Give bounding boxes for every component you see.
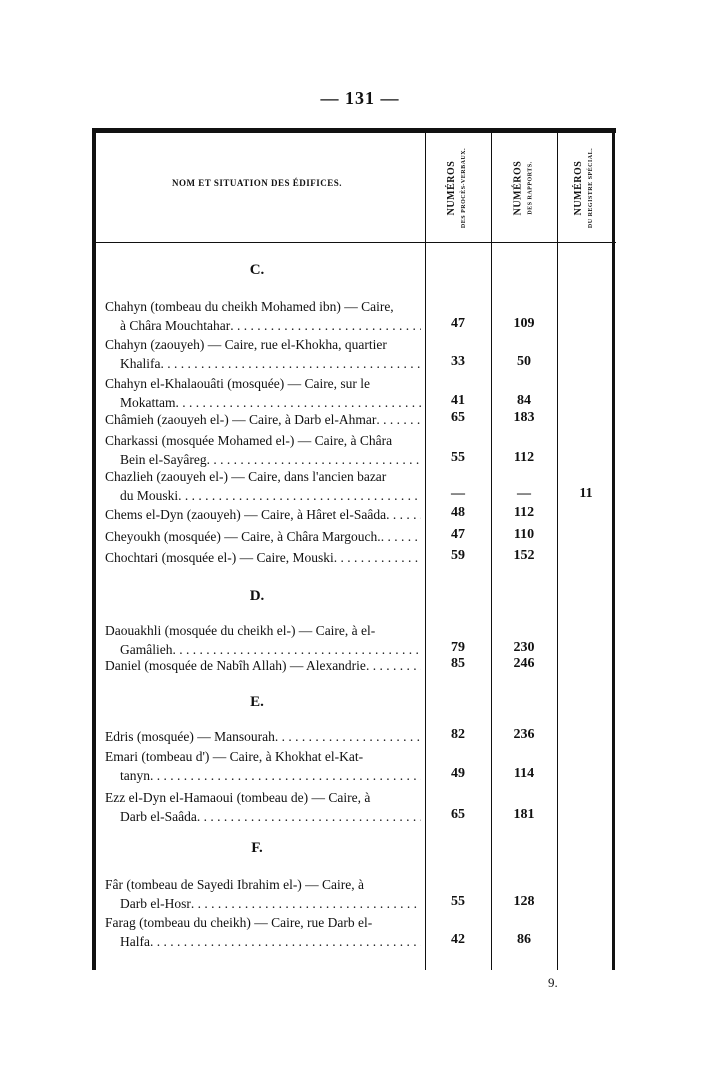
entry-text: Darb el-Hosr	[120, 896, 191, 911]
section-letter: F.	[251, 840, 263, 856]
entry-text: Khalifa	[120, 356, 161, 371]
entry-text: Fâr (tombeau de Sayedi Ibrahim el-) — Caire, à	[105, 877, 365, 892]
dot-leader	[366, 656, 421, 675]
header-rule	[92, 242, 616, 243]
table-row	[105, 548, 421, 567]
entry-text: Charkassi (mosquée Mohamed el-) — Caire, à Châra	[105, 433, 393, 448]
rapport-number: —	[517, 486, 531, 501]
entry-text: Halfa	[120, 934, 150, 949]
rapport-number: 183	[513, 410, 535, 425]
table-row	[105, 788, 421, 826]
table-row	[105, 505, 421, 524]
proces-verbal-number: 79	[451, 640, 465, 655]
rapport-number: 112	[513, 505, 535, 520]
header-proces-verbaux	[426, 133, 491, 242]
proces-verbal-number: 85	[451, 656, 465, 671]
entry-text: Chazlieh (zaouyeh el-) — Caire, dans l'ancien bazar	[105, 469, 387, 484]
proces-verbal-number: 65	[451, 807, 465, 822]
rapport-number: 152	[513, 548, 535, 563]
entry-line	[105, 656, 421, 675]
signature-mark: 9.	[548, 975, 558, 990]
table-row	[105, 621, 421, 659]
entry-text: Ezz el-Dyn el-Hamaoui (tombeau de) — Caire, à	[105, 790, 371, 805]
table-row	[105, 297, 421, 335]
proces-verbal-number: 42	[451, 932, 465, 947]
entry-line	[105, 486, 421, 505]
entry-line	[105, 548, 421, 567]
entry-line	[105, 467, 421, 486]
table-row	[105, 913, 421, 951]
rapport-number: 230	[513, 640, 535, 655]
column-divider-2	[491, 128, 492, 970]
table-row	[105, 747, 421, 785]
rapport-number: 50	[517, 354, 531, 369]
rapport-number: 110	[513, 527, 535, 542]
rapport-number: 128	[513, 894, 535, 909]
table-row	[105, 335, 421, 373]
entry-line	[105, 788, 421, 807]
dot-leader	[191, 894, 421, 913]
table-row	[105, 467, 421, 505]
entry-text: Chems el-Dyn (zaouyeh) — Caire, à Hâret el-Saâda	[105, 507, 387, 522]
entry-line	[105, 894, 421, 913]
entry-line	[105, 354, 421, 373]
header-col2-line1: NUMÉROS	[512, 160, 524, 215]
proces-verbal-number: 82	[451, 727, 465, 742]
entry-text: Emari (tombeau d') — Caire, à Khokhat el-Kat-	[105, 749, 364, 764]
dot-leader	[197, 807, 421, 826]
rapport-number: 236	[513, 727, 535, 742]
table-row	[105, 431, 421, 469]
entry-line	[105, 932, 421, 951]
proces-verbal-number: 47	[451, 316, 465, 331]
header-rapports	[492, 133, 557, 242]
rapport-number: 181	[513, 807, 535, 822]
dot-leader	[178, 486, 421, 505]
header-col3-line1: NUMÉROS	[573, 160, 584, 215]
entry-line	[105, 875, 421, 894]
entry-line	[105, 727, 421, 746]
header-col1-line1: NUMÉROS	[446, 160, 458, 215]
table-row	[105, 527, 421, 546]
rapport-number: 86	[517, 932, 531, 947]
table-row	[105, 727, 421, 746]
proces-verbal-number: 59	[451, 548, 465, 563]
entry-text: Bein el-Sayâreg	[120, 452, 207, 467]
entry-line	[105, 410, 421, 429]
entry-line	[105, 431, 421, 450]
entry-text: du Mouski	[120, 488, 179, 503]
table-row	[105, 656, 421, 675]
header-col1-line2: DES PROCÈS-VERBAUX.	[461, 147, 468, 228]
proces-verbal-number: 55	[451, 450, 465, 465]
proces-verbal-number: 33	[451, 354, 465, 369]
entry-text: Edris (mosquée) — Mansourah	[105, 729, 275, 744]
entry-text: Chochtari (mosquée el-) — Caire, Mouski	[105, 550, 334, 565]
dot-leader	[150, 766, 421, 785]
rapport-number: 112	[513, 450, 535, 465]
entry-line	[105, 297, 421, 316]
entry-line	[105, 505, 421, 524]
dot-leader	[386, 505, 421, 524]
dot-leader	[334, 548, 421, 567]
column-divider-3	[557, 128, 558, 970]
proces-verbal-number: 48	[451, 505, 465, 520]
proces-verbal-number: 49	[451, 766, 465, 781]
page-number: — 131 —	[320, 88, 400, 108]
proces-verbal-number: —	[451, 486, 465, 501]
rapport-number: 109	[513, 316, 535, 331]
dot-leader	[150, 932, 421, 951]
section-letter: D.	[249, 588, 265, 604]
proces-verbal-number: 55	[451, 894, 465, 909]
table-row	[105, 875, 421, 913]
section-letter: E.	[250, 694, 264, 710]
entry-line	[105, 527, 421, 546]
dot-leader	[376, 410, 421, 429]
header-registre-special	[558, 133, 612, 242]
entry-text: Daouakhli (mosquée du cheikh el-) — Caire, à el-	[105, 623, 376, 638]
column-divider-1	[425, 128, 426, 970]
entry-text: Gamâlieh	[120, 642, 173, 657]
entry-line	[105, 621, 421, 640]
proces-verbal-number: 41	[451, 393, 465, 408]
header-name-column: NOM ET SITUATION DES ÉDIFICES.	[172, 178, 342, 188]
dot-leader	[230, 316, 421, 335]
table-row	[105, 374, 421, 412]
dot-leader	[275, 727, 421, 746]
entry-text: Darb el-Saâda	[120, 809, 197, 824]
entry-text: Mokattam	[120, 395, 176, 410]
entry-line	[105, 335, 421, 354]
rapport-number: 114	[513, 766, 535, 781]
entry-text: Daniel (mosquée de Nabîh Allah) — Alexandrie	[105, 658, 366, 673]
table-row	[105, 410, 421, 429]
entry-text: Chahyn (zaouyeh) — Caire, rue el-Khokha, quartier	[105, 337, 387, 352]
entry-line	[105, 913, 421, 932]
section-letter: C.	[249, 262, 265, 278]
entry-line	[105, 766, 421, 785]
proces-verbal-number: 65	[451, 410, 465, 425]
dot-leader	[160, 354, 421, 373]
entry-line	[105, 807, 421, 826]
entry-text: Chahyn el-Khalaouâti (mosquée) — Caire, sur le	[105, 376, 371, 391]
entry-line	[105, 747, 421, 766]
rapport-number: 246	[513, 656, 535, 671]
entry-line	[105, 316, 421, 335]
proces-verbal-number: 47	[451, 527, 465, 542]
entry-text: Farag (tombeau du cheikh) — Caire, rue Darb el-	[105, 915, 373, 930]
rapport-number: 84	[517, 393, 531, 408]
registre-number: 11	[579, 486, 593, 501]
entry-text: tanyn	[120, 768, 150, 783]
entry-text: Cheyoukh (mosquée) — Caire, à Châra Margouch.	[105, 529, 381, 544]
header-col3-line2: DU REGISTRE SPÉCIAL.	[588, 147, 594, 228]
entry-line	[105, 374, 421, 393]
entry-text: Châmieh (zaouyeh el-) — Caire, à Darb el-Ahmar	[105, 412, 377, 427]
table-right-border	[612, 128, 615, 970]
entry-text: à Châra Mouchtahar	[120, 318, 231, 333]
entry-text: Chahyn (tombeau du cheikh Mohamed ibn) — Caire,	[105, 299, 394, 314]
dot-leader	[381, 527, 421, 546]
header-col2-line2: DES RAPPORTS.	[527, 160, 534, 215]
